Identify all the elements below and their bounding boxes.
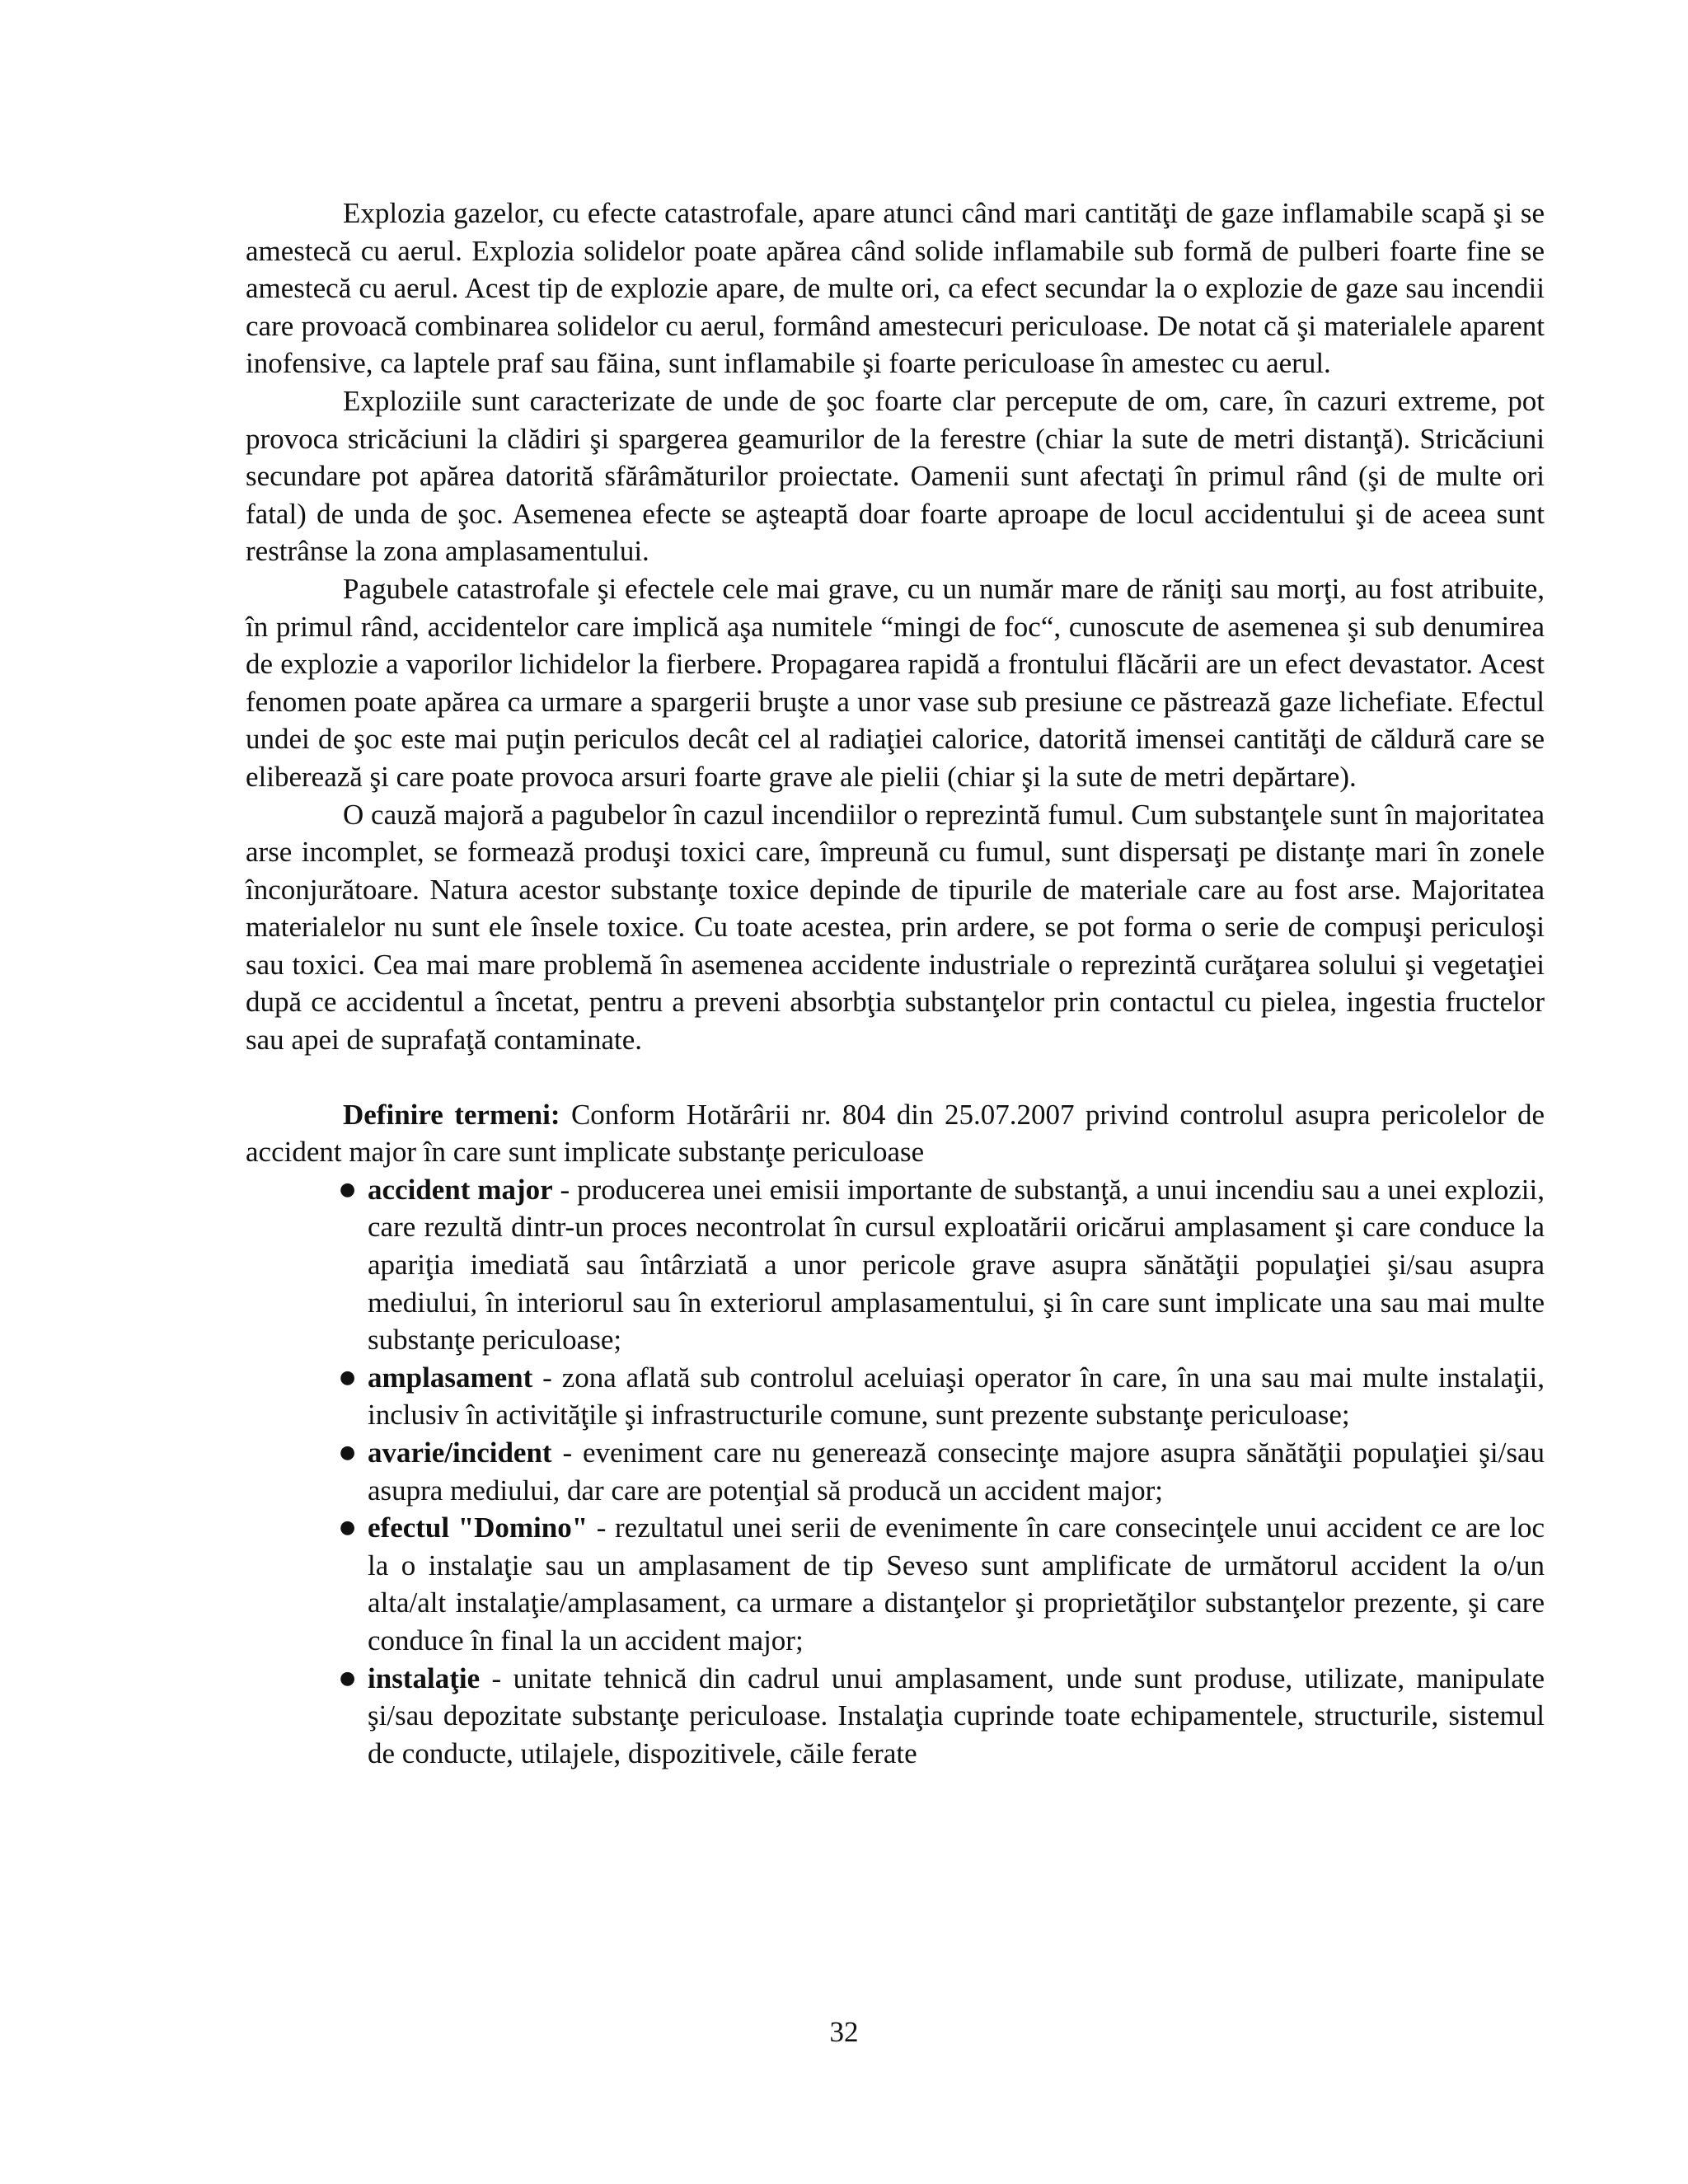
definitions-section — [246, 1096, 1545, 1773]
definitions-intro-text: Conform Hotărârii nr. 804 din 25.07.2007 privind controlul asupra pericolelor de accident major în care sunt implicate substanţe periculoase — [246, 1098, 1545, 1169]
paragraph-smoke: O cauză majoră a pagubelor în cazul incendiilor o reprezintă fumul. Cum substanţele sunt în majoritatea arse incomplet, se formează produşi toxici care, împreună cu fumul, sunt dispersaţi pe distanţe mari în zonele înconjurătoare. Natura acestor substanţe toxice depinde de tipurile de materiale care au fost arse. Majoritatea materialelor nu sunt ele însele toxice. Cu toate acestea, prin ardere, se pot forma o serie de compuşi periculoşi sau toxici. Cea mai mare problemă în asemenea accidente industriale o reprezintă curăţarea solului şi vegetaţiei după ce accidentul a încetat, pentru a preveni absorbţia substanţelor prin contactul cu pielea, ingestia fructelor sau apei de suprafaţă contaminate. — [246, 798, 1545, 1057]
bullet-icon: ● — [340, 1366, 356, 1388]
definition-term: amplasament — [368, 1361, 533, 1394]
bullet-icon: ● — [340, 1517, 356, 1539]
paragraph-fireballs: Pagubele catastrofale şi efectele cele mai grave, cu un număr mare de răniţi sau morţi, au fost atribuite, în primul rând, accidentelor care implică aşa numitele “mingi de foc“, cunoscute de asemenea şi sub denumirea de explozie a vaporilor lichidelor la fierbere. Propagarea rapidă a frontului flăcării are un efect devastator. Acest fenomen poate apărea ca urmare a spargerii bruşte a unor vase sub presiune ce păstrează gaze lichefiate. Efectul undei de şoc este mai puţin periculos decât cel al radiaţiei calorice, datorită imensei cantităţi de căldură care se eliberează şi care poate provoca arsuri foarte grave ale pielii (chiar şi la sute de metri depărtare). — [246, 572, 1545, 793]
definition-term: avarie/incident — [368, 1436, 552, 1469]
definitions-intro — [246, 1096, 1545, 1171]
definitions-list — [246, 1171, 1545, 1773]
definition-text: unitate tehnică din cadrul unui amplasament, unde sunt produse, utilizate, manipulate şi/sau depozitate substanţe periculoase. Instalaţia cuprinde toate echipamentele, structurile, sistemul de conducte, utilajele, dispozitivele, căile ferate — [368, 1661, 1545, 1769]
definitions-label: Definire termeni: — [343, 1098, 560, 1131]
bullet-icon: ● — [340, 1667, 356, 1689]
page-body — [246, 194, 1545, 1772]
definition-accident-major: ● accident major - producerea unei emisii importante de substanţă, a unui incendiu sau a unei explozii, care rezultă dintr-un proces necontrolat în cursul exploatării oricărui amplasament şi care conduce la apariţia imediată sau întârziată a unor pericole grave asupra sănătăţii populaţiei şi/sau asupra mediului, în interiorul sau în exteriorul amplasamentului, şi în care sunt implicate una sau mai multe substanţe periculoase; — [368, 1171, 1545, 1359]
definition-text: eveniment care nu generează consecinţe majore asupra sănătăţii populaţiei şi/sau asupra mediului, dar care are potenţial să producă un accident major; — [368, 1436, 1545, 1507]
definition-amplasament: ● amplasament - zona aflată sub controlul aceluiaşi operator în care, în una sau mai multe instalaţii, inclusiv în activităţile şi infrastructurile comune, sunt prezente substanţe periculoase; — [368, 1359, 1545, 1434]
definition-efectul-domino: ● efectul "Domino" - rezultatul unei serii de evenimente în care consecinţele unui accident ce are loc la o instalaţie sau un amplasament de tip Seveso sunt amplificate de următorul accident la o/un alta/alt instalaţie/amplasament, ca urmare a distanţelor şi proprietăţilor substanţelor prezente, şi care conduce în final la un accident major; — [368, 1509, 1545, 1659]
definition-term: instalaţie — [368, 1661, 481, 1694]
page-number: 32 — [829, 2016, 859, 2048]
definition-text: zona aflată sub controlul aceluiaşi operator în care, în una sau mai multe instalaţii, inclusiv în activităţile şi infrastructurile comune, sunt prezente substanţe periculoase; — [368, 1361, 1545, 1432]
definition-term: efectul "Domino" — [368, 1511, 588, 1544]
paragraph-shock-waves: Exploziile sunt caracterizate de unde de şoc foarte clar percepute de om, care, în cazuri extreme, pot provoca stricăciuni la clădiri şi spargerea geamurilor de la ferestre (chiar la sute de metri distanţă). Stricăciuni secundare pot apărea datorită sfărâmăturilor proiectate. Oamenii sunt afectaţi în primul rând (şi de multe ori fatal) de unda de şoc. Asemenea efecte se aşteaptă doar foarte aproape de locul accidentului şi de aceea sunt restrânse la zona amplasamentului. — [246, 384, 1545, 568]
definition-instalatie: ● instalaţie - unitate tehnică din cadrul unui amplasament, unde sunt produse, utilizate, manipulate şi/sau depozitate substanţe periculoase. Instalaţia cuprinde toate echipamentele, structurile, sistemul de conducte, utilajele, dispozitivele, căile ferate — [368, 1660, 1545, 1773]
definition-text: producerea unei emisii importante de substanţă, a unui incendiu sau a unei explozii, care rezultă dintr-un proces necontrolat în cursul exploatării oricărui amplasament şi care conduce la apariţia imediată sau întârziată a unor pericole grave asupra sănătăţii populaţiei şi/sau asupra mediului, în interiorul sau în exteriorul amplasamentului, şi în care sunt implicate una sau mai multe substanţe periculoase; — [368, 1173, 1545, 1357]
definition-term: accident major — [368, 1173, 553, 1206]
bullet-icon: ● — [340, 1442, 356, 1463]
bullet-icon: ● — [340, 1179, 356, 1200]
definition-avarie-incident: ● avarie/incident - eveniment care nu generează consecinţe majore asupra sănătăţii populaţiei şi/sau asupra mediului, dar care are potenţial să producă un accident major; — [368, 1434, 1545, 1509]
definition-text: rezultatul unei serii de evenimente în care consecinţele unui accident ce are loc la o instalaţie sau un amplasament de tip Seveso sunt amplificate de următorul accident la o/un alta/alt instalaţie/amplasament, ca urmare a distanţelor şi proprietăţilor substanţelor prezente, şi care conduce în final la un accident major; — [368, 1511, 1545, 1657]
paragraph-gas-explosion: Explozia gazelor, cu efecte catastrofale, apare atunci când mari cantităţi de gaze inflamabile scapă şi se amestecă cu aerul. Explozia solidelor poate apărea când solide inflamabile sub formă de pulberi foarte fine se amestecă cu aerul. Acest tip de explozie apare, de multe ori, ca efect secundar la o explozie de gaze sau incendii care provoacă combinarea solidelor cu aerul, formând amestecuri periculoase. De notat că şi materialele aparent inofensive, ca laptele praf sau făina, sunt inflamabile şi foarte periculoase în amestec cu aerul. — [246, 197, 1545, 380]
